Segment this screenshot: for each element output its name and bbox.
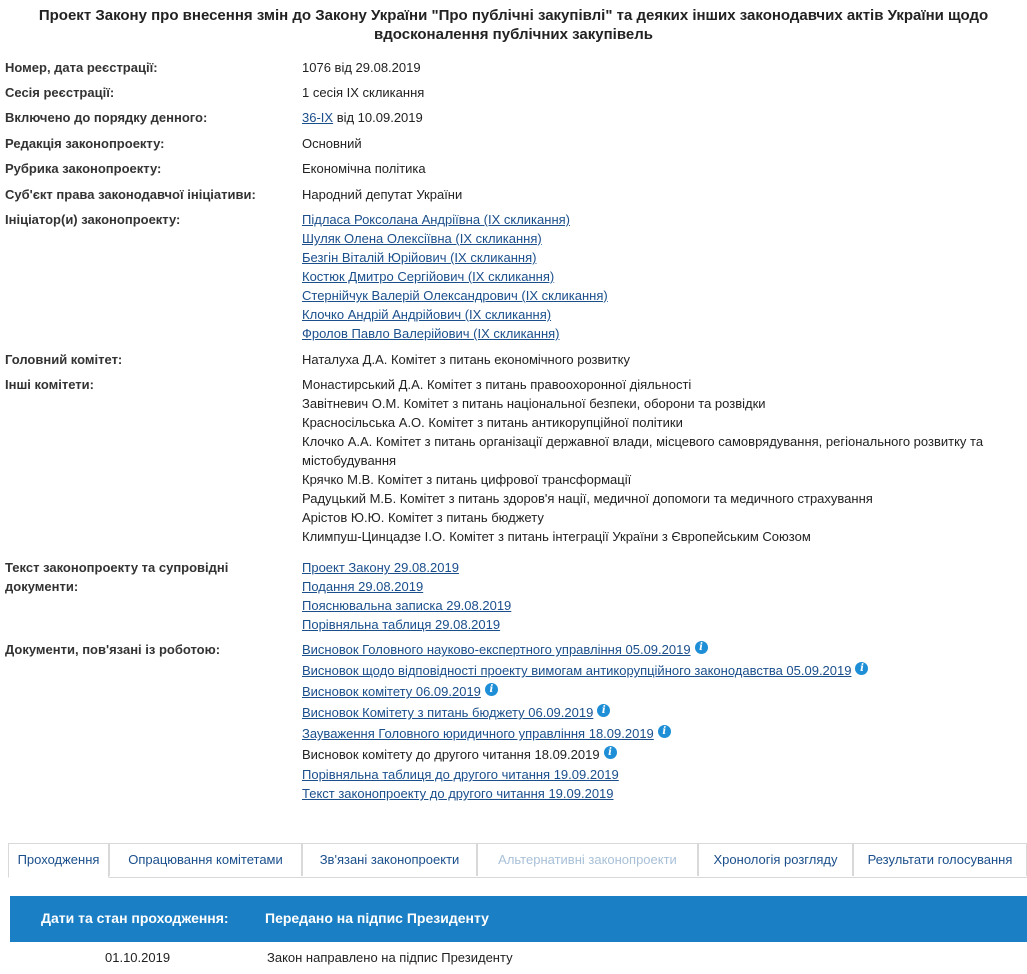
- other-committees-label: Інші комітети:: [5, 377, 94, 392]
- session-value: 1 сесія IX скликання: [302, 85, 425, 100]
- work-docs-list: [302, 640, 1027, 810]
- info-icon[interactable]: i: [855, 662, 868, 675]
- status-header: [10, 896, 1027, 942]
- committee-item: Завітневич О.М. Комітет з питань національної безпеки, оборони та розвідки: [302, 396, 766, 411]
- main-committee-row: [0, 350, 1027, 375]
- initiator-link[interactable]: Фролов Павло Валерійович (IX скликання): [302, 326, 560, 341]
- initiator-link[interactable]: Клочко Андрій Андрійович (IX скликання): [302, 307, 552, 322]
- page-title: Проект Закону про внесення змін до Закону України "Про публічні закупівлі" та деяких інших законодавчих актів України щодо вдосконалення публічних закупівель: [38, 7, 989, 43]
- agenda-link[interactable]: 36-IX: [302, 110, 334, 125]
- status-label: Дати та стан проходження:: [41, 910, 229, 926]
- work-doc-link[interactable]: Порівняльна таблиця до другого читання 19.09.2019: [302, 767, 619, 782]
- tab-linked-bills[interactable]: Зв'язані законопроекти: [302, 843, 477, 876]
- text-doc-link[interactable]: Пояснювальна записка 29.08.2019: [302, 598, 512, 613]
- edition-label: Редакція законопроекту:: [5, 136, 165, 151]
- main-committee-value: Наталуха Д.А. Комітет з питань економічного розвитку: [302, 352, 630, 367]
- initiators-row: [0, 210, 1027, 350]
- history-text: Закон направлено на підпис Президенту: [267, 950, 513, 965]
- initiator-link[interactable]: Підласа Роксолана Андріївна (IX скликання): [302, 212, 570, 227]
- work-doc-link[interactable]: Висновок Головного науково-експертного управління 05.09.2019: [302, 642, 691, 657]
- subject-row: [0, 185, 1027, 210]
- initiator-link[interactable]: Безгін Віталій Юрійович (IX скликання): [302, 250, 537, 265]
- info-icon[interactable]: i: [597, 704, 610, 717]
- texts-label: Текст законопроекту та супровідні документи:: [5, 560, 229, 594]
- info-icon[interactable]: i: [695, 641, 708, 654]
- committee-item: Красносільська А.О. Комітет з питань антикорупційної політики: [302, 415, 683, 430]
- agenda-value: [302, 108, 1027, 134]
- committee-item: Клочко А.А. Комітет з питань організації державної влади, місцевого самоврядування, регіонального розвитку та містобудування: [302, 434, 984, 468]
- edition-row: [0, 134, 1027, 159]
- info-icon[interactable]: i: [604, 746, 617, 759]
- initiators-label: Ініціатор(и) законопроекту:: [5, 212, 181, 227]
- initiators-list: [302, 210, 1027, 350]
- registration-row: [0, 58, 1027, 83]
- tab-alternative-bills: Альтернативні законопроекти: [477, 843, 698, 876]
- committee-item: Радуцький М.Б. Комітет з питань здоров'я нації, медичної допомоги та медичного страхування: [302, 491, 873, 506]
- committee-item: Климпуш-Цинцадзе І.О. Комітет з питань інтеграції України з Європейським Союзом: [302, 529, 811, 544]
- session-row: [0, 83, 1027, 108]
- tab-bar: [8, 843, 1027, 878]
- history-row: [10, 948, 1027, 968]
- work-doc-link[interactable]: Зауваження Головного юридичного управління 18.09.2019: [302, 726, 654, 741]
- work-doc-link[interactable]: Висновок комітету 06.09.2019: [302, 684, 481, 699]
- committee-item: Монастирський Д.А. Комітет з питань правоохоронної діяльності: [302, 377, 692, 392]
- work-doc-link[interactable]: Висновок щодо відповідності проекту вимогам антикорупційного законодавства 05.09.2019: [302, 663, 852, 678]
- other-committees-row: [0, 375, 1027, 558]
- tab-committee-processing[interactable]: Опрацювання комітетами: [109, 843, 302, 876]
- tab-passage[interactable]: Проходження: [8, 843, 109, 878]
- info-icon[interactable]: i: [485, 683, 498, 696]
- registration-value: 1076 від 29.08.2019: [302, 60, 421, 75]
- rubric-row: [0, 159, 1027, 185]
- history-date: 01.10.2019: [105, 950, 171, 965]
- agenda-row: [0, 108, 1027, 134]
- tab-voting-results[interactable]: Результати голосування: [853, 843, 1027, 876]
- other-committees-list: [302, 375, 1027, 558]
- committee-item: Арістов Ю.Ю. Комітет з питань бюджету: [302, 510, 544, 525]
- work-docs-label: Документи, пов'язані із роботою:: [5, 642, 221, 657]
- text-doc-link[interactable]: Порівняльна таблиця 29.08.2019: [302, 617, 501, 632]
- initiator-link[interactable]: Костюк Дмитро Сергійович (IX скликання): [302, 269, 555, 284]
- subject-label: Суб'єкт права законодавчої ініціативи:: [5, 187, 256, 202]
- tab-chronology[interactable]: Хронологія розгляду: [698, 843, 853, 876]
- status-value: Передано на підпис Президенту: [265, 910, 489, 926]
- initiator-link[interactable]: Стернійчук Валерій Олександрович (IX скликання): [302, 288, 608, 303]
- main-committee-label: Головний комітет:: [5, 352, 123, 367]
- rubric-label: Рубрика законопроекту:: [5, 161, 162, 176]
- bill-info: [0, 58, 1027, 810]
- initiator-link[interactable]: Шуляк Олена Олексіївна (IX скликання): [302, 231, 542, 246]
- work-doc-link[interactable]: Висновок Комітету з питань бюджету 06.09.2019: [302, 705, 594, 720]
- work-doc-text: Висновок комітету до другого читання 18.09.2019: [302, 747, 600, 762]
- text-doc-link[interactable]: Проект Закону 29.08.2019: [302, 560, 459, 575]
- texts-row: [0, 558, 1027, 640]
- session-label: Сесія реєстрації:: [5, 85, 115, 100]
- rubric-value: Економічна політика: [302, 161, 426, 176]
- work-doc-link[interactable]: Текст законопроекту до другого читання 19.09.2019: [302, 786, 614, 801]
- agenda-label: Включено до порядку денного:: [5, 110, 208, 125]
- texts-list: [302, 558, 1027, 640]
- subject-value: Народний депутат України: [302, 187, 463, 202]
- agenda-date: від 10.09.2019: [333, 110, 423, 125]
- committee-item: Крячко М.В. Комітет з питань цифрової трансформації: [302, 472, 632, 487]
- registration-label: Номер, дата реєстрації:: [5, 60, 158, 75]
- text-doc-link[interactable]: Подання 29.08.2019: [302, 579, 424, 594]
- work-docs-row: [0, 640, 1027, 810]
- info-icon[interactable]: i: [658, 725, 671, 738]
- edition-value: Основний: [302, 136, 362, 151]
